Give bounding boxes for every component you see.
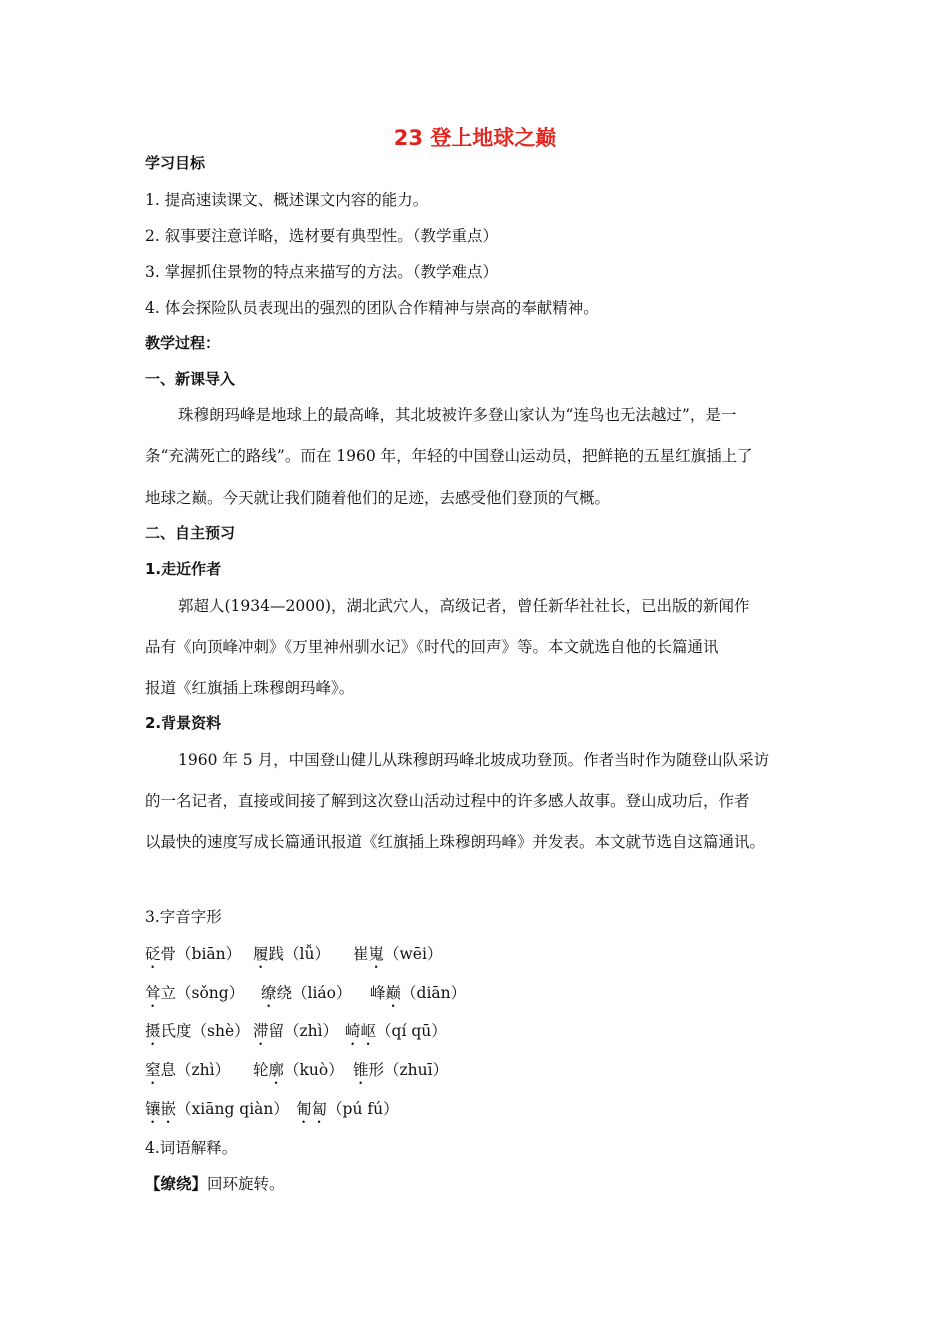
vocab-term: 【缭绕】: [145, 1174, 208, 1193]
section-heading-intro: 一、新课导入: [145, 370, 236, 388]
objective-item: 4. 体会探险队员表现出的强烈的团队合作精神与崇高的奉献精神。: [145, 299, 599, 317]
vocab-definition: 回环旋转。: [207, 1175, 285, 1193]
intro-paragraph-line: 珠穆朗玛峰是地球上的最高峰，其北坡被许多登山家认为“连鸟也无法越过”，是一: [178, 406, 737, 424]
pronunciation-item: 锥形（zhuī）: [353, 1061, 449, 1079]
pronunciation-heading: 3.字音字形: [145, 908, 222, 926]
pronunciation-item: 缭绕（liáo）: [261, 984, 352, 1002]
vocab-entry: [145, 1172, 285, 1194]
intro-paragraph-line: 条“充满死亡的路线”。而在 1960 年，年轻的中国登山运动员，把鲜艳的五星红旗插上了: [145, 447, 753, 465]
author-paragraph-line: 品有《向顶峰冲刺》《万里神州驯水记》《时代的回声》等。本文就选自他的长篇通讯: [145, 638, 719, 656]
pronunciation-item: 砭骨（biān）: [145, 945, 242, 963]
background-paragraph-line: 以最快的速度写成长篇通讯报道《红旗插上珠穆朗玛峰》并发表。本文就节选自这篇通讯。: [145, 833, 766, 851]
pronunciation-item: 窒息（zhì）: [145, 1061, 231, 1079]
pronunciation-item: 崔嵬（wēi）: [353, 945, 443, 963]
background-paragraph-line: 的一名记者，直接或间接了解到这次登山活动过程中的许多感人故事。登山成功后，作者: [145, 792, 750, 810]
background-heading: 2.背景资料: [145, 714, 222, 732]
background-paragraph-line: 1960 年 5 月，中国登山健儿从珠穆朗玛峰北坡成功登顶。作者当时作为随登山队采访: [178, 751, 770, 769]
objective-item: 2. 叙事要注意详略，选材要有典型性。（教学重点）: [145, 227, 498, 245]
section-heading-preview: 二、自主预习: [145, 524, 236, 542]
pronunciation-item: 峰巅（diān）: [370, 984, 467, 1002]
pronunciation-item: 履践（lǚ）: [253, 945, 330, 963]
pronunciation-item: 摄氏度（shè）: [145, 1022, 250, 1040]
pronunciation-item: 镶嵌（xiāng qiàn）: [145, 1100, 289, 1118]
pronunciation-item: 匍匐（pú fú）: [296, 1100, 399, 1118]
pronunciation-row: [145, 942, 241, 972]
process-heading: 教学过程：: [145, 334, 221, 352]
pronunciation-item: 轮廓（kuò）: [253, 1061, 344, 1079]
pronunciation-item: 崎岖（qí qū）: [345, 1022, 447, 1040]
intro-paragraph-line: 地球之巅。今天就让我们随着他们的足迹，去感受他们登顶的气概。: [145, 489, 611, 507]
pronunciation-item: 滞留（zhì）: [253, 1022, 339, 1040]
objective-item: 3. 掌握抓住景物的特点来描写的方法。（教学难点）: [145, 263, 498, 281]
author-heading: 1.走近作者: [145, 560, 222, 578]
objective-item: 1. 提高速读课文、概述课文内容的能力。: [145, 191, 429, 209]
objectives-heading: 学习目标: [145, 154, 206, 172]
author-paragraph-line: 报道《红旗插上珠穆朗玛峰》。: [145, 679, 355, 697]
page-title: 23 登上地球之巅: [393, 126, 557, 150]
pronunciation-item: 耸立（sǒng）: [145, 984, 245, 1002]
vocab-heading: 4.词语解释。: [145, 1139, 238, 1157]
author-paragraph-line: 郭超人(1934—2000)，湖北武穴人，高级记者，曾任新华社社长，已出版的新闻作: [178, 597, 750, 615]
